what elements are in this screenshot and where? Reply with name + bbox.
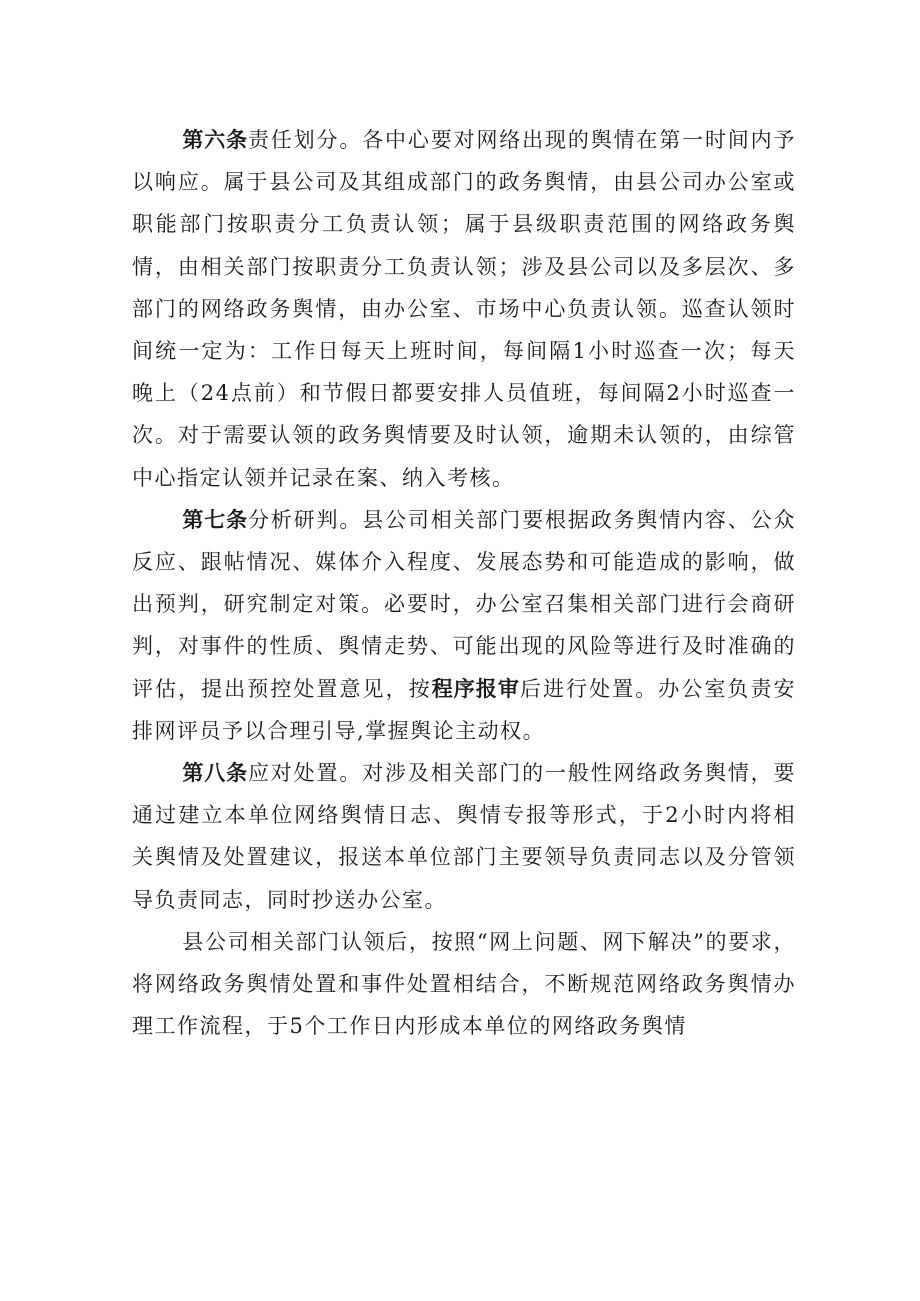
paragraph-4: [132, 921, 796, 1048]
article-8-paragraph: [132, 752, 796, 921]
article-6-number: 第六条: [182, 128, 248, 152]
article-7-emphasis: 程序报审: [431, 676, 520, 701]
paragraph-4-text: 县公司相关部门认领后，按照“网上问题、网下解决”的要求，将网络政务舆情处置和事件处置相结合，不断规范网络政务舆情办理工作流程，于5个工作日内形成本单位的网络政务舆情: [132, 929, 796, 1039]
article-7-text-before: 分析研判。县公司相关部门要根据政务舆情内容、公众反应、跟帖情况、媒体介入程度、发展态势和可能造成的影响，做出预判，研究制定对策。必要时，办公室召集相关部门进行会商研判，对事件的性质、舆情走势、可能出现的风险等进行及时准确的评估，提出预控处置意见，按: [132, 507, 797, 701]
article-8-number: 第八条: [182, 761, 248, 786]
article-7-number: 第七条: [182, 507, 248, 532]
document-page: [132, 119, 796, 1047]
article-7-text-after: 后进行处置。办公室负责安排网评员予以合理引导,掌握舆论主动权。: [132, 676, 797, 743]
article-6-text: 责任划分。各中心要对网络出现的舆情在第一时间内予以响应。属于县公司及其组成部门的政务舆情，由县公司办公室或职能部门按职责分工负责认领；属于县级职责范围的网络政务舆情，由相关部门按职责分工负责认领；涉及县公司以及多层次、多部门的网络政务舆情，由办公室、市场中心负责认领。巡查认领时间统一定为：工作日每天上班时间，每间隔1小时巡查一次；每天晚上（24点前）和节假日都要安排人员值班，每间隔2小时巡查一次。对于需要认领的政务舆情要及时认领，逾期未认领的，由综管中心指定认领并记录在案、纳入考核。: [132, 128, 797, 490]
article-8-text: 应对处置。对涉及相关部门的一般性网络政务舆情，要通过建立本单位网络舆情日志、舆情专报等形式，于2小时内将相关舆情及处置建议，报送本单位部门主要领导负责同志以及分管领导负责同志，同时抄送办公室。: [132, 761, 797, 912]
article-6-paragraph: [132, 119, 796, 499]
article-7-paragraph: [132, 499, 796, 752]
